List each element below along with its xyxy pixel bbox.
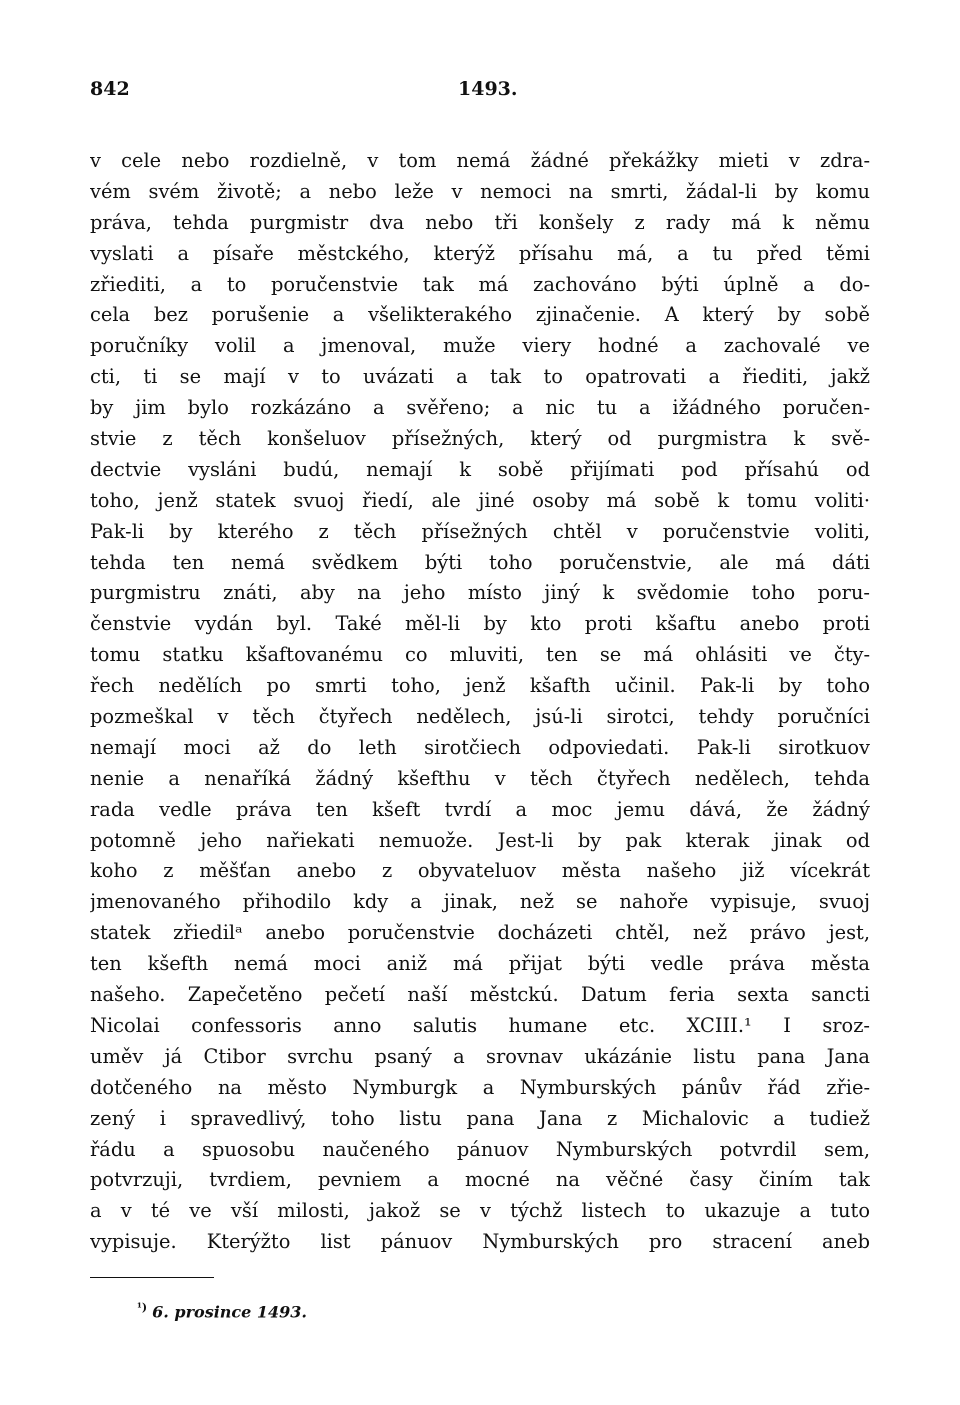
- text-line: uměv já Ctibor svrchu psaný a srovnav ukázánie listu pana Jana: [90, 1044, 870, 1068]
- text-line: koho z měšťan anebo z obyvateluov města našeho již vícekrát: [90, 859, 870, 883]
- text-line: dotčeného na město Nymburgk a Nymburských pánův řád zřie-: [90, 1075, 870, 1099]
- text-line: toho, jenž statek svuoj řiedí, ale jiné osoby má sobě k tomu voliti·: [90, 488, 870, 512]
- text-line: čenstvie vydán byl. Také měl-li by kto proti kšaftu anebo proti: [90, 612, 870, 636]
- page-number: 842: [90, 78, 130, 100]
- text-line: rada vedle práva ten kšeft tvrdí a moc jemu dává, že žádný: [90, 797, 870, 821]
- text-line: řádu a spuosobu naučeného pánuov Nymburských potvrdil sem,: [90, 1137, 870, 1161]
- footnote-text: 6. prosince 1493.: [152, 1302, 307, 1322]
- text-line: tehda ten nemá svědkem býti toho poručenstvie, ale má dáti: [90, 550, 870, 574]
- footnote-marker: ¹): [137, 1301, 148, 1314]
- text-line: tomu statku kšaftovanému co mluviti, ten se má ohlásiti ve čty-: [90, 643, 870, 667]
- footnote-divider: [90, 1277, 214, 1278]
- text-line: potvrzuji, tvrdiem, pevniem a mocné na věčné časy činím tak: [90, 1168, 870, 1192]
- text-line: zený i spravedlivý, toho listu pana Jana z Michalovic a tudiež: [90, 1106, 870, 1130]
- text-line: zřiediti, a to poručenstvie tak má zachováno býti úplně a do-: [90, 272, 870, 296]
- text-line: by jim bylo rozkázáno a svěřeno; a nic tu a ižádného poručen-: [90, 396, 870, 420]
- text-line: statek zřiedilᵃ anebo poručenstvie docházeti chtěl, než právo jest,: [90, 921, 870, 945]
- text-line: potomně jeho nařiekati nemuože. Jest-li by pak kterak jinak od: [90, 828, 870, 852]
- text-line: purgmistru znáti, aby na jeho místo jiný k svědomie toho poru-: [90, 581, 870, 605]
- text-line: Nicolai confessoris anno salutis humane etc. XCIII.¹ I sroz-: [90, 1013, 870, 1037]
- text-line: cela bez porušenie a všelikterakého zjinačenie. A který by sobě: [90, 303, 870, 327]
- footnote: [137, 1297, 307, 1323]
- text-line: ten kšefth nemá moci aniž má přijat býti vedle práva města: [90, 952, 870, 976]
- text-line: cti, ti se mají v to uvázati a tak to opatrovati a řiediti, jakž: [90, 365, 870, 389]
- text-line: vém svém životě; a nebo leže v nemoci na smrti, žádal-li by komu: [90, 179, 870, 203]
- text-line: stvie z těch konšeluov přísežných, který od purgmistra k svě-: [90, 427, 870, 451]
- text-line: Pak-li by kterého z těch přísežných chtěl v poručenstvie voliti,: [90, 519, 870, 543]
- text-line: nemají moci až do leth sirotčiech odpoviedati. Pak-li sirotkuov: [90, 735, 870, 759]
- text-line: dectvie vysláni budú, nemají k sobě přijímati pod přísahú od: [90, 457, 870, 481]
- text-line: jmenovaného přihodilo kdy a jinak, než se nahoře vypisuje, svuoj: [90, 890, 870, 914]
- text-line: poručníky volil a jmenoval, muže viery hodné a zachovalé ve: [90, 334, 870, 358]
- text-line: našeho. Zapečetěno pečetí naší městckú. Datum feria sexta sancti: [90, 983, 870, 1007]
- text-line: pozmeškal v těch čtyřech nedělech, jsú-li sirotci, tehdy poručníci: [90, 705, 870, 729]
- running-header-year: 1493.: [458, 78, 518, 100]
- text-line: práva, tehda purgmistr dva nebo tři konšely z rady má k němu: [90, 210, 870, 234]
- text-line: vypisuje. Kterýžto list pánuov Nymburských pro stracení aneb: [90, 1230, 870, 1254]
- text-line: a v té ve vší milosti, jakož se v týchž listech to ukazuje a tuto: [90, 1199, 870, 1223]
- text-line: v cele nebo rozdielně, v tom nemá žádné překážky mieti v zdra-: [90, 149, 870, 172]
- body-text: [90, 146, 870, 1258]
- text-line: nenie a nenaříká žádný kšefthu v těch čtyřech nedělech, tehda: [90, 766, 870, 790]
- text-line: řech nedělích po smrti toho, jenž kšafth učinil. Pak-li by toho: [90, 674, 870, 698]
- text-line: vyslati a písaře městckého, kterýž přísahu má, a tu před těmi: [90, 241, 870, 265]
